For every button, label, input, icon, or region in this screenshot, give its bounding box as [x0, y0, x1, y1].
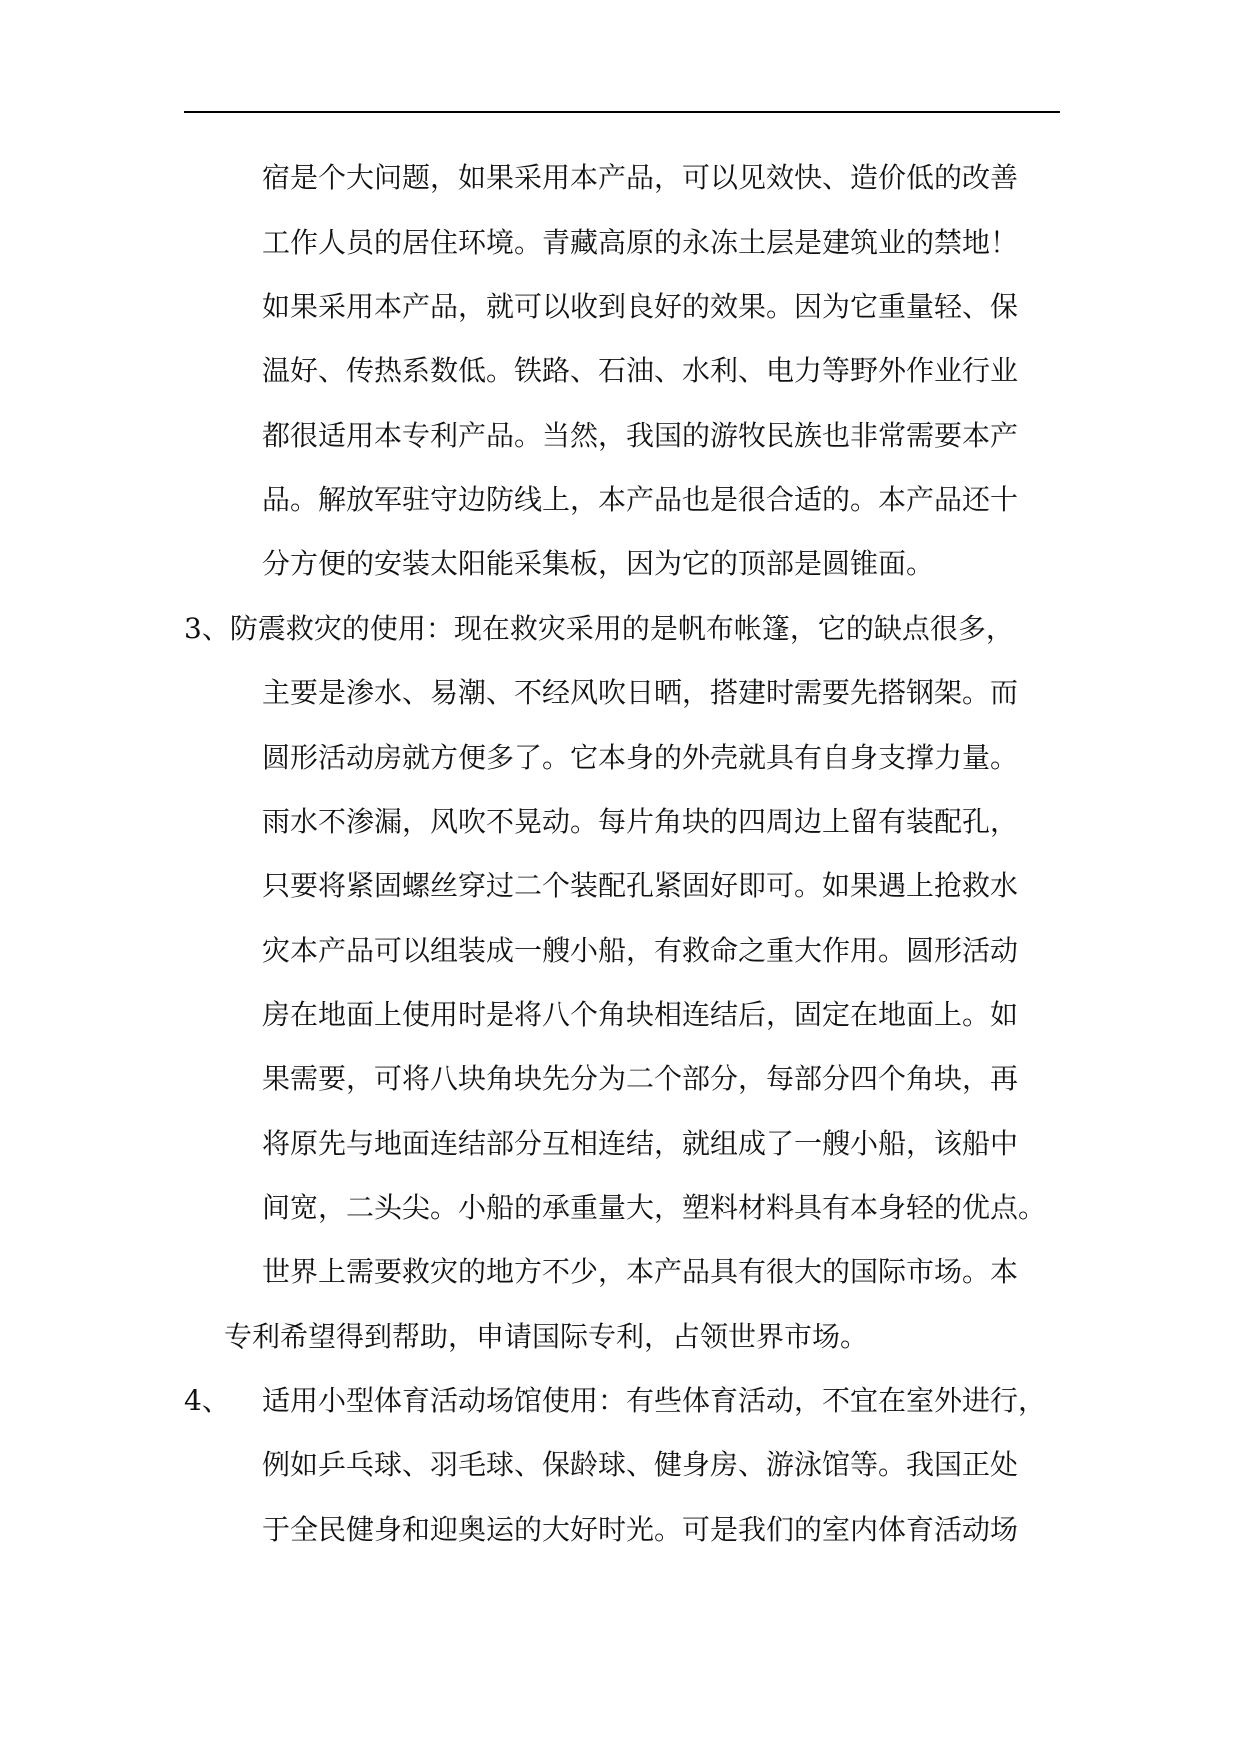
text-line: 分方便的安装太阳能采集板，因为它的顶部是圆锥面。 — [262, 547, 935, 580]
text-line: 工作人员的居住环境。青藏高原的永冻土层是建筑业的禁地！ — [262, 226, 1019, 259]
text-line: 只要将紧固螺丝穿过二个装配孔紧固好即可。如果遇上抢救水 — [262, 869, 1019, 902]
text-line: 例如乒乓球、羽毛球、保龄球、健身房、游泳馆等。我国正处 — [262, 1448, 1019, 1481]
text-line: 如果采用本产品，就可以收到良好的效果。因为它重量轻、保 — [262, 290, 1019, 323]
header-rule — [184, 111, 1060, 113]
text-line: 果需要，可将八块角块先分为二个部分，每部分四个角块，再 — [262, 1062, 1019, 1095]
text-line: 品。解放军驻守边防线上，本产品也是很合适的。本产品还十 — [262, 483, 1019, 516]
text-line: 主要是渗水、易潮、不经风吹日晒，搭建时需要先搭钢架。而 — [262, 676, 1019, 709]
text-line: 将原先与地面连结部分互相连结，就组成了一艘小船，该船中 — [262, 1127, 1019, 1160]
text-line: 都很适用本专利产品。当然，我国的游牧民族也非常需要本产 — [262, 419, 1019, 452]
text-line: 灾本产品可以组装成一艘小船，有救命之重大作用。圆形活动 — [262, 934, 1019, 967]
list-item-3-heading: 3、防震救灾的使用：现在救灾采用的是帆布帐篷，它的缺点很多， — [184, 612, 1014, 645]
list-item-4-heading: 适用小型体育活动场馆使用：有些体育活动，不宜在室外进行， — [262, 1384, 1047, 1417]
text-line: 温好、传热系数低。铁路、石油、水利、电力等野外作业行业 — [262, 354, 1019, 387]
text-line: 间宽，二头尖。小船的承重量大，塑料材料具有本身轻的优点。 — [262, 1191, 1047, 1224]
text-line: 雨水不渗漏，风吹不晃动。每片角块的四周边上留有装配孔， — [262, 805, 1019, 838]
list-item-4-number: 4、 — [184, 1384, 230, 1417]
text-line: 专利希望得到帮助，申请国际专利，占领世界市场。 — [224, 1320, 869, 1353]
text-line: 世界上需要救灾的地方不少，本产品具有很大的国际市场。本 — [262, 1255, 1019, 1288]
text-line: 于全民健身和迎奥运的大好时光。可是我们的室内体育活动场 — [262, 1513, 1019, 1546]
text-line: 房在地面上使用时是将八个角块相连结后，固定在地面上。如 — [262, 998, 1019, 1031]
text-line: 圆形活动房就方便多了。它本身的外壳就具有自身支撑力量。 — [262, 741, 1019, 774]
text-line: 宿是个大问题，如果采用本产品，可以见效快、造价低的改善 — [262, 161, 1019, 194]
